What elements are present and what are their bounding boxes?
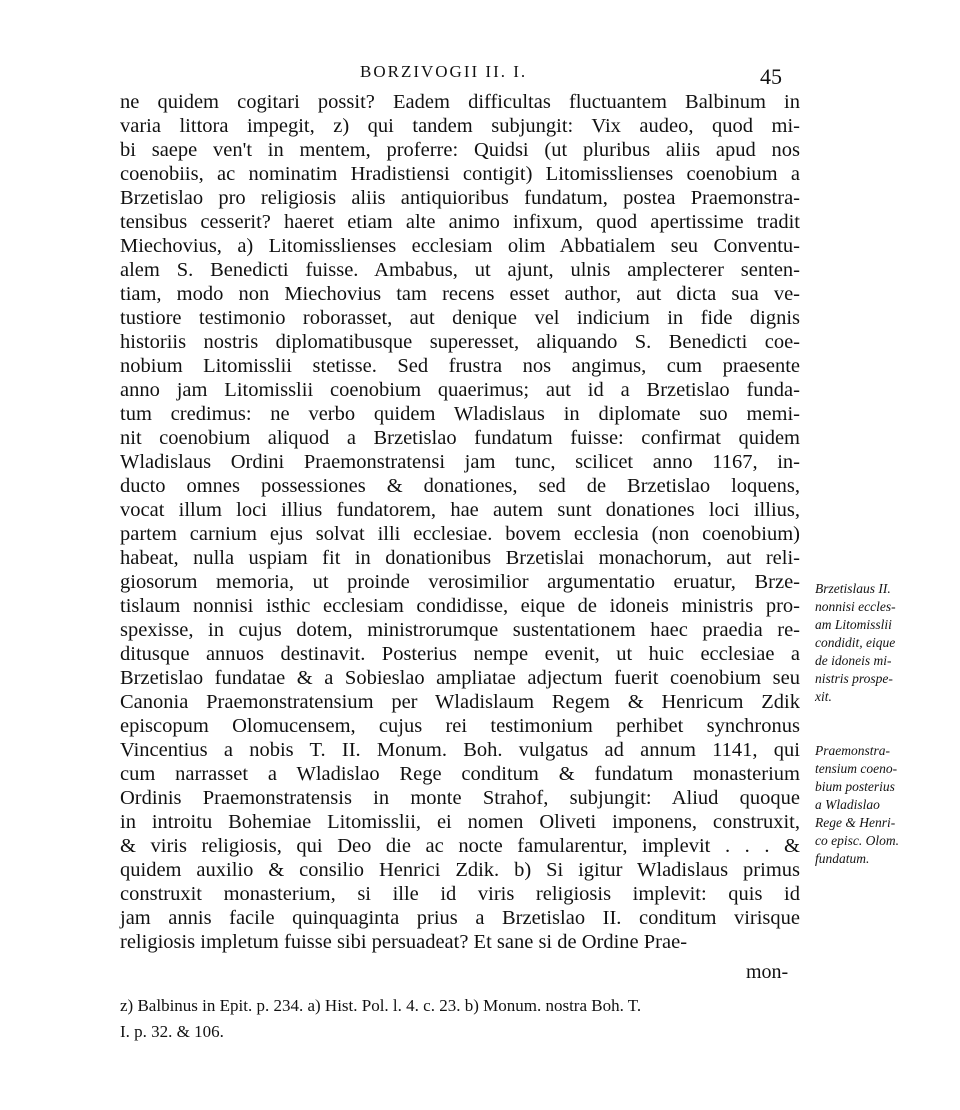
text-line: habeat, nulla uspiam fit in donationibus Brzetislai monachorum, aut reli- [120,547,800,569]
text-line: coenobiis, ac nominatim Hradistiensi contigit) Litomisslienses coenobium a [120,163,800,185]
marginal-note [815,742,950,868]
page-number: 45 [760,64,782,89]
footnote-line: z) Balbinus in Epit. p. 234. a) Hist. Pol. l. 4. c. 23. b) Monum. nostra Boh. T. [120,996,642,1015]
text-line: nit coenobium aliquod a Brzetislao fundatum fuisse: confirmat quidem [120,427,800,449]
running-title: BORZIVOGII II. I. [360,62,528,81]
text-line: giosorum memoria, ut proinde verosimilior argumentatio eruatur, Brze- [120,571,800,593]
text-line: jam annis facile quinquaginta prius a Brzetislao II. conditum virisque [120,907,800,929]
text-line: vocat illum loci illius fundatorem, hae autem sunt donationes loci illius, [120,499,800,521]
marginal-note-line: co episc. Olom. [815,833,899,848]
marginal-note-line: fundatum. [815,851,870,866]
text-line: & viris religiosis, qui Deo die ac nocte famularentur, implevit . . . & [120,835,800,857]
text-line: Brzetislao fundatae & a Sobieslao ampliatae adjectum fuerit coenobium seu [120,667,800,689]
text-line: tiam, modo non Miechovius tam recens esset author, aut dicta sua ve- [120,283,800,305]
marginal-note-line: Praemonstra- [815,743,890,758]
text-line: religiosis impletum fuisse sibi persuadeat? Et sane si de Ordine Prae- [120,931,688,953]
marginal-note-line: tensium coeno- [815,761,898,776]
text-line: bi saepe ven't in mentem, proferre: Quidsi (ut pluribus aliis apud nos [120,139,800,161]
marginal-note-line: condidit, eique [815,635,896,650]
text-line: episcopum Olomucensem, cujus rei testimonium perhibet synchronus [120,715,800,737]
marginal-note [815,580,950,706]
text-line: construxit monasterium, si ille id viris religiosis implevit: quis id [120,883,800,905]
text-line: Canonia Praemonstratensium per Wladislaum Regem & Henricum Zdik [120,691,800,713]
marginal-note-line: am Litomisslii [815,617,892,632]
text-line: tum credimus: ne verbo quidem Wladislaus in diplomate suo memi- [120,403,800,425]
marginal-note-line: bium posterius [815,779,895,794]
text-line: ducto omnes possessiones & donationes, sed de Brzetislao loquens, [120,475,800,497]
text-line: tensibus cesserit? haeret etiam alte animo infixum, quod apertissime tradit [120,211,800,233]
text-line: Wladislaus Ordini Praemonstratensi jam tunc, scilicet anno 1167, in- [120,451,800,473]
catchword: mon- [746,961,789,983]
text-line: Miechovius, a) Litomisslienses ecclesiam olim Abbatialem seu Conventu- [120,235,800,257]
text-line: Brzetislao pro religiosis aliis antiquioribus fundatum, postea Praemonstra- [120,187,800,209]
footnote-line: I. p. 32. & 106. [120,1022,224,1041]
text-line: partem carnium ejus solvat illi ecclesiae. bovem ecclesia (non coenobium) [120,523,800,545]
footnotes [120,993,800,1045]
text-line: tustiore testimonio roborasset, aut denique vel indicium in fide dignis [120,307,800,329]
text-line: anno jam Litomisslii coenobium quaerimus; aut id a Brzetislao funda- [120,379,800,401]
marginal-note-line: nistris prospe- [815,671,893,686]
text-line: spexisse, in cujus dotem, ministrorumque sustentationem haec praedia re- [120,619,800,641]
text-line: quidem auxilio & consilio Henrici Zdik. b) Si igitur Wladislaus primus [120,859,800,881]
text-line: tislaum nonnisi isthic ecclesiam condidisse, eique de idoneis ministris pro- [120,595,800,617]
text-line: varia littora impegit, z) qui tandem subjungit: Vix audeo, quod mi- [120,115,800,137]
text-line: nobium Litomisslii stetisse. Sed frustra nos angimus, cum praesente [120,355,800,377]
text-line: Vincentius a nobis T. II. Monum. Boh. vulgatus ad annum 1141, qui [120,739,800,761]
marginal-note-line: a Wladislao [815,797,880,812]
text-line: in introitu Bohemiae Litomisslii, ei nomen Oliveti imponens, construxit, [120,811,800,833]
marginal-note-line: Rege & Henri- [815,815,896,830]
text-line: ne quidem cogitari possit? Eadem difficultas fluctuantem Balbinum in [120,91,800,113]
marginal-note-line: Brzetislaus II. [815,581,891,596]
text-line: Ordinis Praemonstratensis in monte Strahof, subjungit: Aliud quoque [120,787,800,809]
text-line: ditusque annuos destinavit. Posterius nempe evenit, ut huic ecclesiae a [120,643,800,665]
marginal-note-line: nonnisi eccles- [815,599,896,614]
text-line: cum narrasset a Wladislao Rege conditum & fundatum monasterium [120,763,800,785]
marginal-note-line: xit. [815,689,832,704]
marginal-note-line: de idoneis mi- [815,653,892,668]
text-line: alem S. Benedicti fuisse. Ambabus, ut ajunt, ulnis amplecterer senten- [120,259,800,281]
text-line: historiis nostris diplomatibusque superesset, aliquando S. Benedicti coe- [120,331,800,353]
